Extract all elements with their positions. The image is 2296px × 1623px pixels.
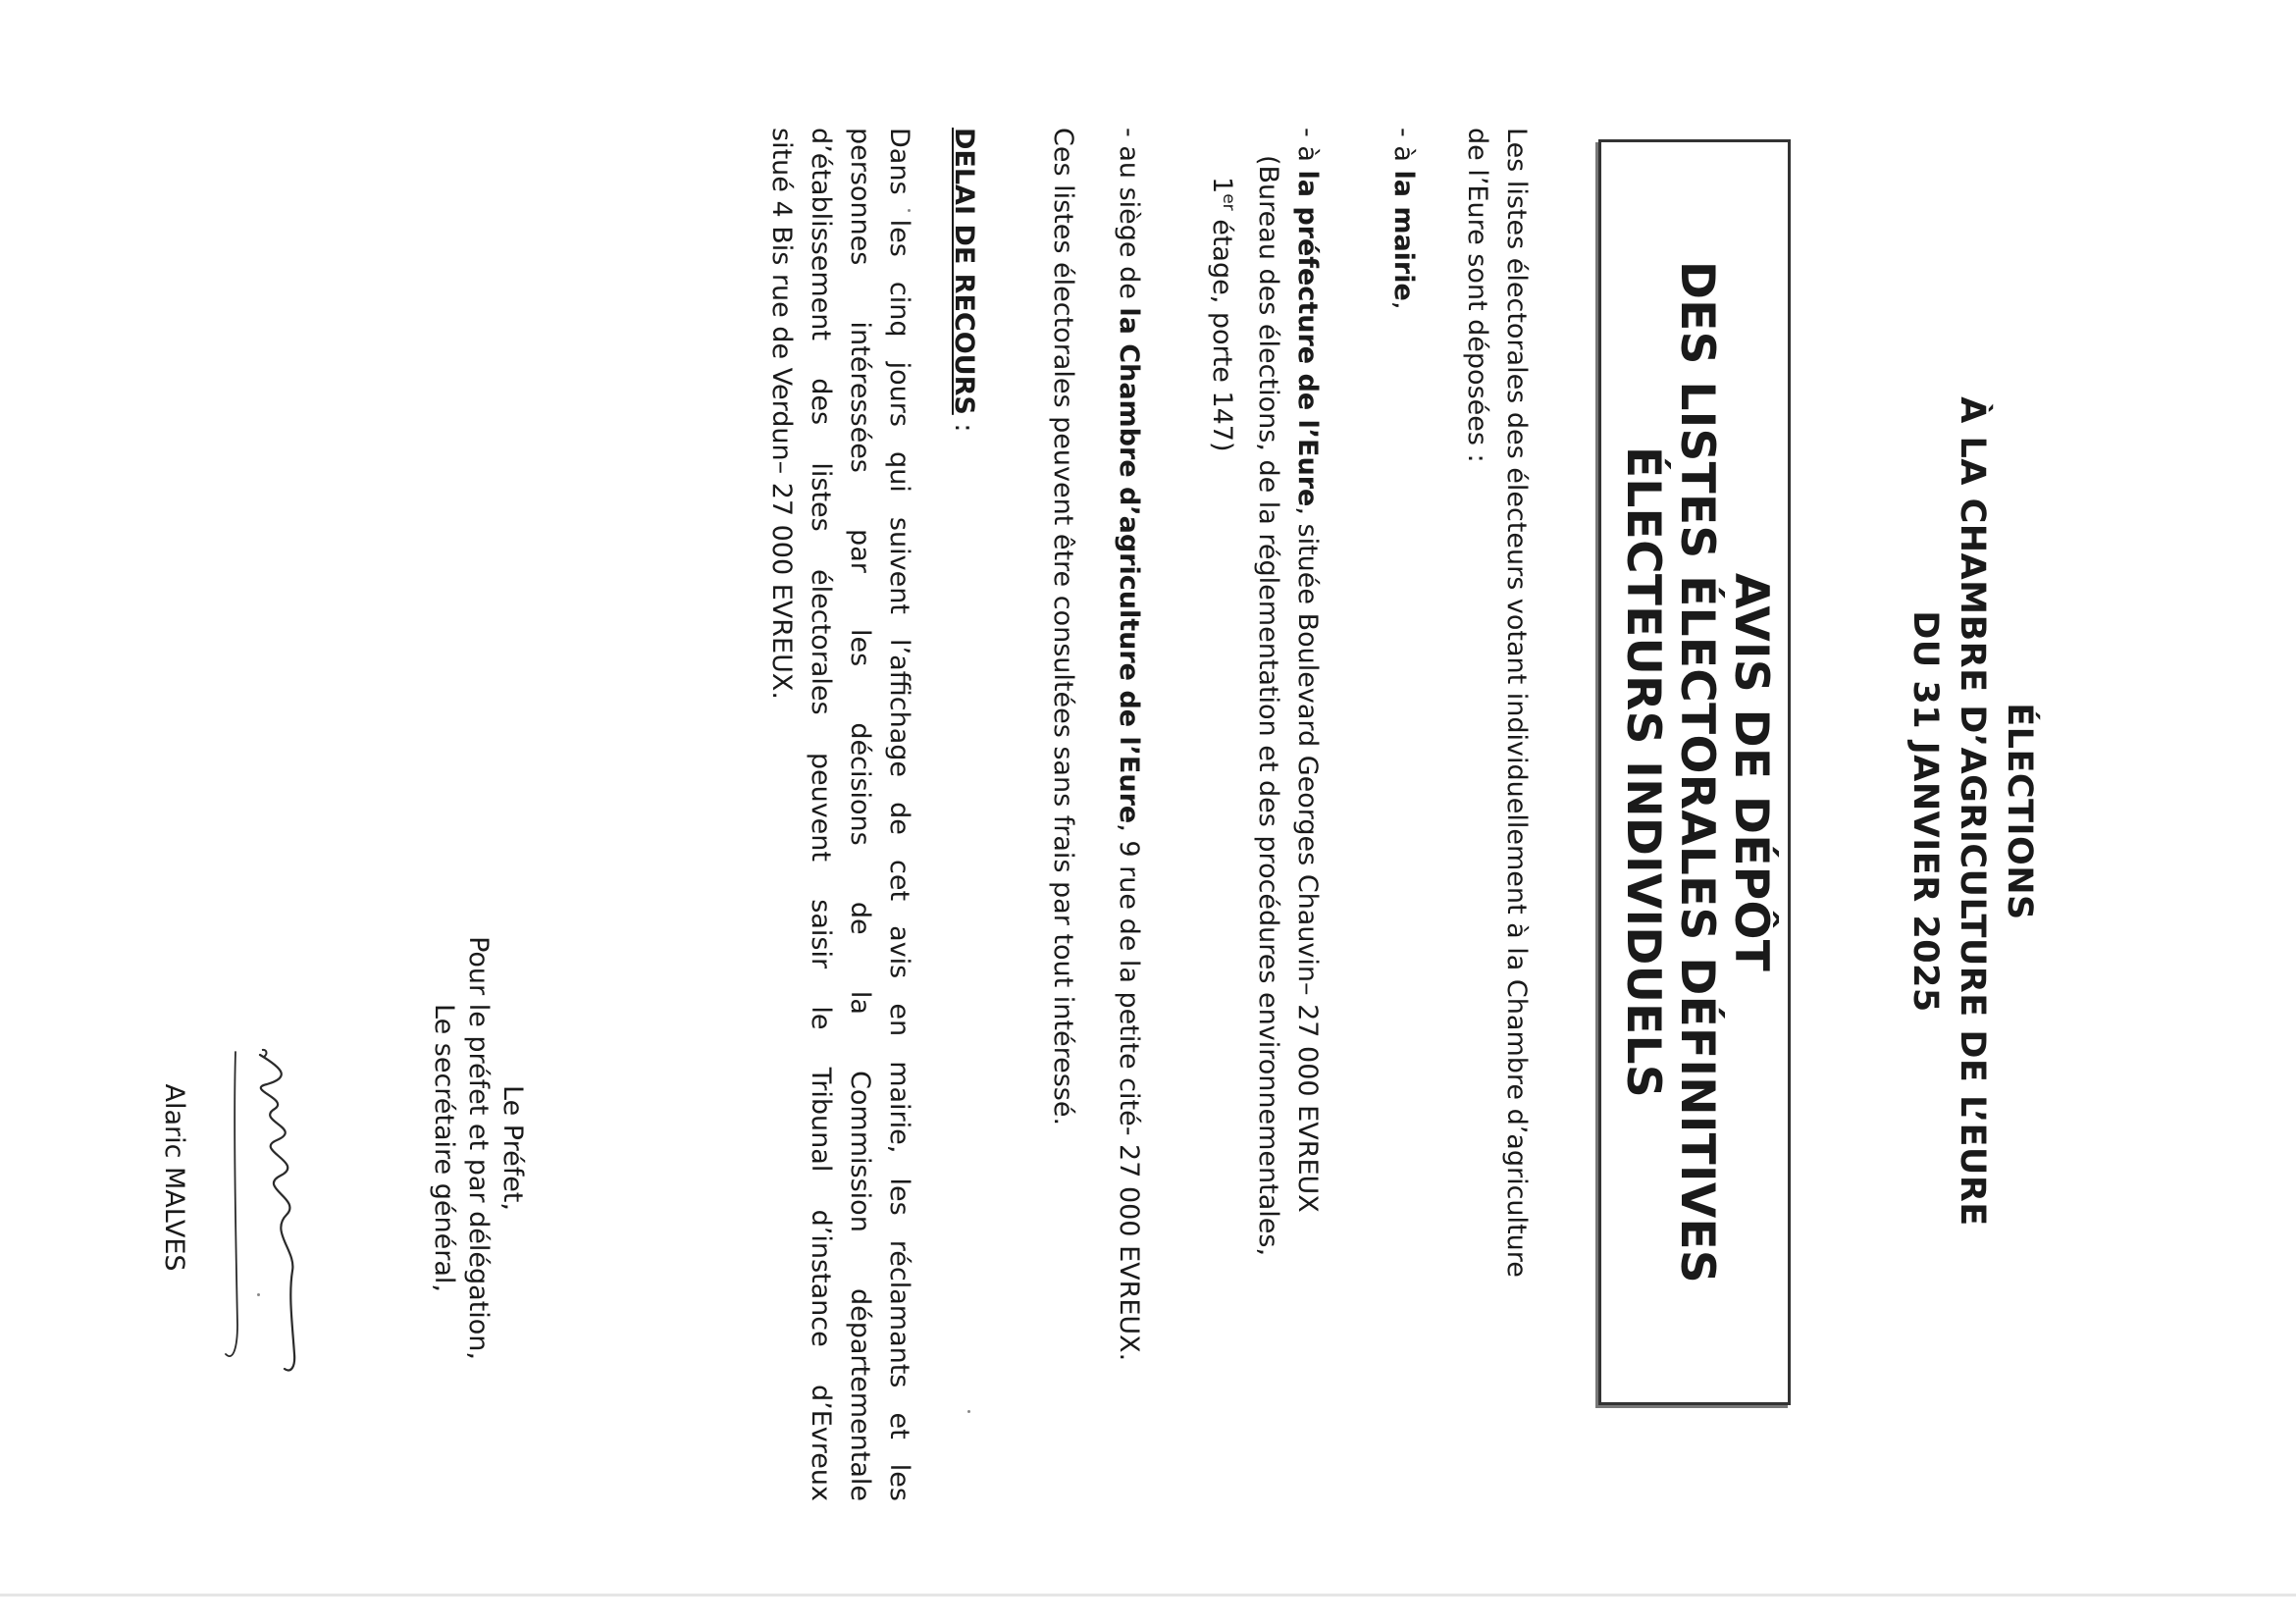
signature-block bbox=[427, 903, 530, 1393]
signer-name: Alaric MALVES bbox=[159, 1083, 189, 1272]
recours-heading-label: DELAI DE RECOURS bbox=[949, 128, 979, 415]
handwritten-signature bbox=[186, 1030, 383, 1384]
chambre-item bbox=[1109, 128, 1148, 1501]
intro-line-2: de l’Eure sont déposées : bbox=[1462, 128, 1492, 463]
prefecture-dash: - à bbox=[1292, 128, 1323, 171]
floor-number: 1 bbox=[1207, 177, 1237, 194]
intro-line-1: Les listes électorales des électeurs votant individuellement à la Chambre d’agriculture bbox=[1501, 128, 1532, 1278]
recours-line-4: situé 4 Bis rue de Verdun– 27 000 EVREUX. bbox=[766, 128, 797, 700]
prefecture-address: , située Boulevard Georges Chauvin– 27 000 EVREUX bbox=[1292, 506, 1323, 1213]
recours-heading-colon: : bbox=[949, 414, 979, 433]
mairie-item bbox=[1383, 128, 1423, 309]
mairie-label: la mairie bbox=[1388, 170, 1419, 301]
prefecture-floor bbox=[1202, 128, 1248, 1501]
header-chambre: À LA CHAMBRE D’AGRICULTURE DE L’EURE bbox=[1953, 396, 1992, 1227]
recours-heading bbox=[944, 128, 983, 433]
recours-line-3: d’établissement des listes électorales peuvent saisir le Tribunal d’instance d’Evreux bbox=[806, 128, 836, 1501]
chambre-label: la Chambre d’agriculture de l’Eure bbox=[1114, 307, 1144, 824]
signature-line-2: Pour le préfet et par délégation, bbox=[463, 936, 494, 1360]
signature-line-3: Le secrétaire général, bbox=[429, 1004, 459, 1292]
signature-line-1: Le Préfet, bbox=[497, 1085, 528, 1211]
prefecture-office: (Bureau des élections, de la réglementation et des procédures environnementales, bbox=[1253, 155, 1283, 1257]
title-line-1: AVIS DE DÉPÔT bbox=[1724, 572, 1778, 972]
consult-text: Ces listes électorales peuvent être consultées sans frais par tout intéressé. bbox=[1048, 128, 1078, 1126]
floor-sup: er bbox=[1219, 193, 1238, 211]
title-line-3: ÉLECTEURS INDIVIDUELS bbox=[1616, 446, 1670, 1098]
recours-line-1: Dans les cinq jours qui suivent l’affichage de cet avis en mairie, les réclamants et les bbox=[884, 128, 914, 1501]
recours-paragraph bbox=[761, 128, 918, 1501]
header-elections: ÉLECTIONS bbox=[2000, 703, 2039, 920]
chambre-address: , 9 rue de la petite cité- 27 000 EVREUX. bbox=[1114, 823, 1144, 1362]
floor-door: étage, porte 147) bbox=[1207, 210, 1237, 452]
title-box bbox=[1598, 139, 1791, 1405]
mairie-suffix: , bbox=[1388, 300, 1419, 310]
intro-paragraph bbox=[1457, 128, 1536, 1501]
prefecture-item bbox=[1202, 128, 1327, 1501]
mairie-dash: - à bbox=[1388, 128, 1419, 171]
recours-line-2: personnes intéressées par les décisions de la Commission départementale bbox=[845, 128, 875, 1501]
header-block bbox=[1902, 0, 2043, 1623]
header-date: DU 31 JANVIER 2025 bbox=[1905, 610, 1945, 1013]
chambre-prefix: - au siège de bbox=[1114, 128, 1144, 308]
title-line-2: DES LISTES ÉLECTORALES DÉFINITIVES bbox=[1670, 260, 1724, 1284]
prefecture-label: la préfecture de l’Eure bbox=[1292, 170, 1323, 507]
